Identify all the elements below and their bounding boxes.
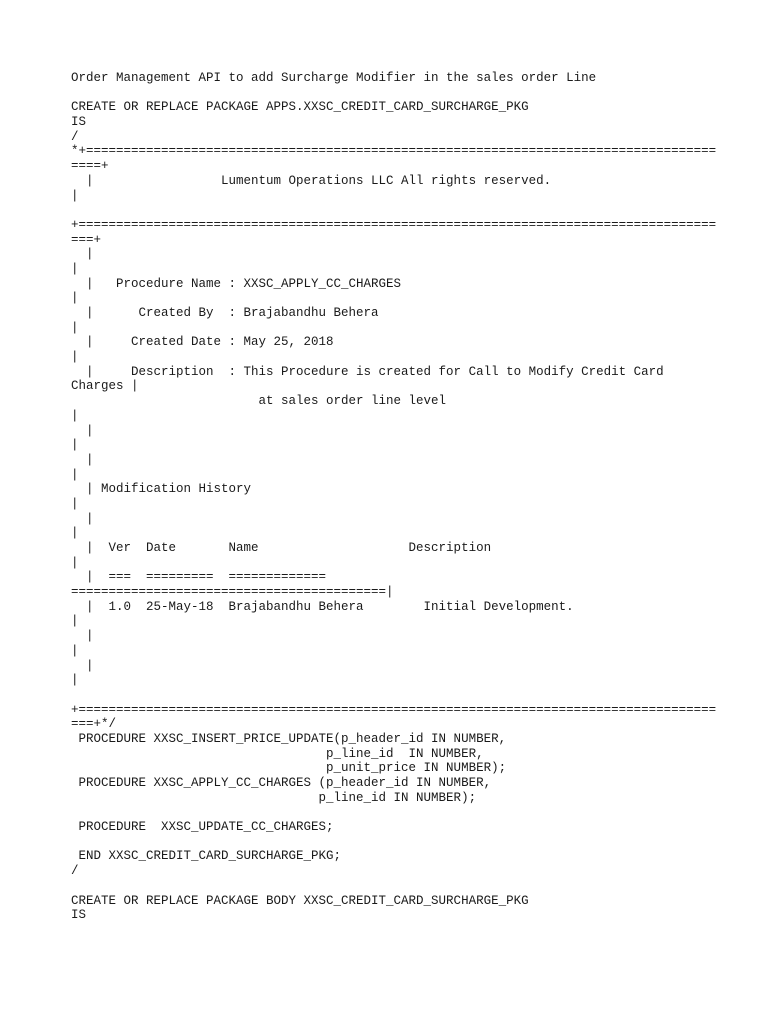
code-line [71, 86, 716, 101]
code-line: +===================================================================================== [71, 702, 717, 717]
code-line: | Lumentum Operations LLC All rights reserved. [71, 173, 552, 188]
code-line: | [71, 629, 94, 644]
code-line: | [71, 350, 79, 365]
code-line: ===+ [71, 232, 102, 247]
code-line [71, 688, 716, 703]
code-line [71, 835, 716, 850]
code-line: | [71, 261, 79, 276]
code-line: ===+*/ [71, 717, 117, 732]
code-line: | [71, 526, 79, 541]
code-line: PROCEDURE XXSC_INSERT_PRICE_UPDATE(p_header_id IN NUMBER, [71, 731, 507, 746]
code-line: | [71, 467, 79, 482]
code-line: *+==================================================================================== [71, 144, 717, 159]
code-line: ==========================================| [71, 585, 394, 600]
code-line: | [71, 511, 94, 526]
code-line: | [71, 673, 79, 688]
code-line: | 1.0 25-May-18 Brajabandhu Behera Initial Development. [71, 599, 574, 614]
code-line: p_line_id IN NUMBER); [71, 790, 477, 805]
code-line: | [71, 452, 94, 467]
code-line: | [71, 247, 94, 262]
code-line: END XXSC_CREDIT_CARD_SURCHARGE_PKG; [71, 849, 342, 864]
code-line: at sales order line level [71, 394, 447, 409]
code-line: | [71, 408, 79, 423]
code-line: | [71, 614, 79, 629]
code-line: | Description : This Procedure is created for Call to Modify Credit Card [71, 364, 664, 379]
code-line: | Modification History [71, 482, 252, 497]
code-line: / [71, 864, 79, 879]
code-line: | [71, 496, 79, 511]
code-line: IS [71, 908, 87, 923]
code-listing [71, 71, 716, 923]
code-line: | === ========= ============= [71, 570, 327, 585]
code-line: | [71, 320, 79, 335]
code-line [71, 203, 716, 218]
code-line: p_unit_price IN NUMBER); [71, 761, 507, 776]
code-line: | [71, 423, 94, 438]
code-line: +===================================================================================== [71, 217, 717, 232]
code-line [71, 805, 716, 820]
code-line: Order Management API to add Surcharge Modifier in the sales order Line [71, 71, 597, 85]
code-line: | Procedure Name : XXSC_APPLY_CC_CHARGES [71, 276, 402, 291]
code-line: PROCEDURE XXSC_APPLY_CC_CHARGES (p_header_id IN NUMBER, [71, 776, 492, 790]
code-line: p_line_id IN NUMBER, [71, 746, 484, 761]
code-line: Charges | [71, 379, 139, 394]
code-line: / [71, 129, 79, 144]
code-line: | Created Date : May 25, 2018 [71, 335, 334, 350]
code-line: PROCEDURE XXSC_UPDATE_CC_CHARGES; [71, 820, 334, 835]
code-line: | [71, 438, 79, 453]
code-line: CREATE OR REPLACE PACKAGE BODY XXSC_CREDIT_CARD_SURCHARGE_PKG [71, 893, 529, 908]
code-line: | [71, 188, 79, 203]
code-line: | [71, 643, 79, 658]
code-line: | Created By : Brajabandhu Behera [71, 306, 379, 320]
code-line [71, 879, 716, 894]
code-line: IS [71, 115, 87, 130]
code-line: CREATE OR REPLACE PACKAGE APPS.XXSC_CREDIT_CARD_SURCHARGE_PKG [71, 100, 529, 115]
code-line: | Ver Date Name Description [71, 541, 492, 555]
code-line: | [71, 555, 79, 570]
code-line: ====+ [71, 159, 109, 174]
code-line: | [71, 658, 94, 673]
code-line: | [71, 291, 79, 306]
